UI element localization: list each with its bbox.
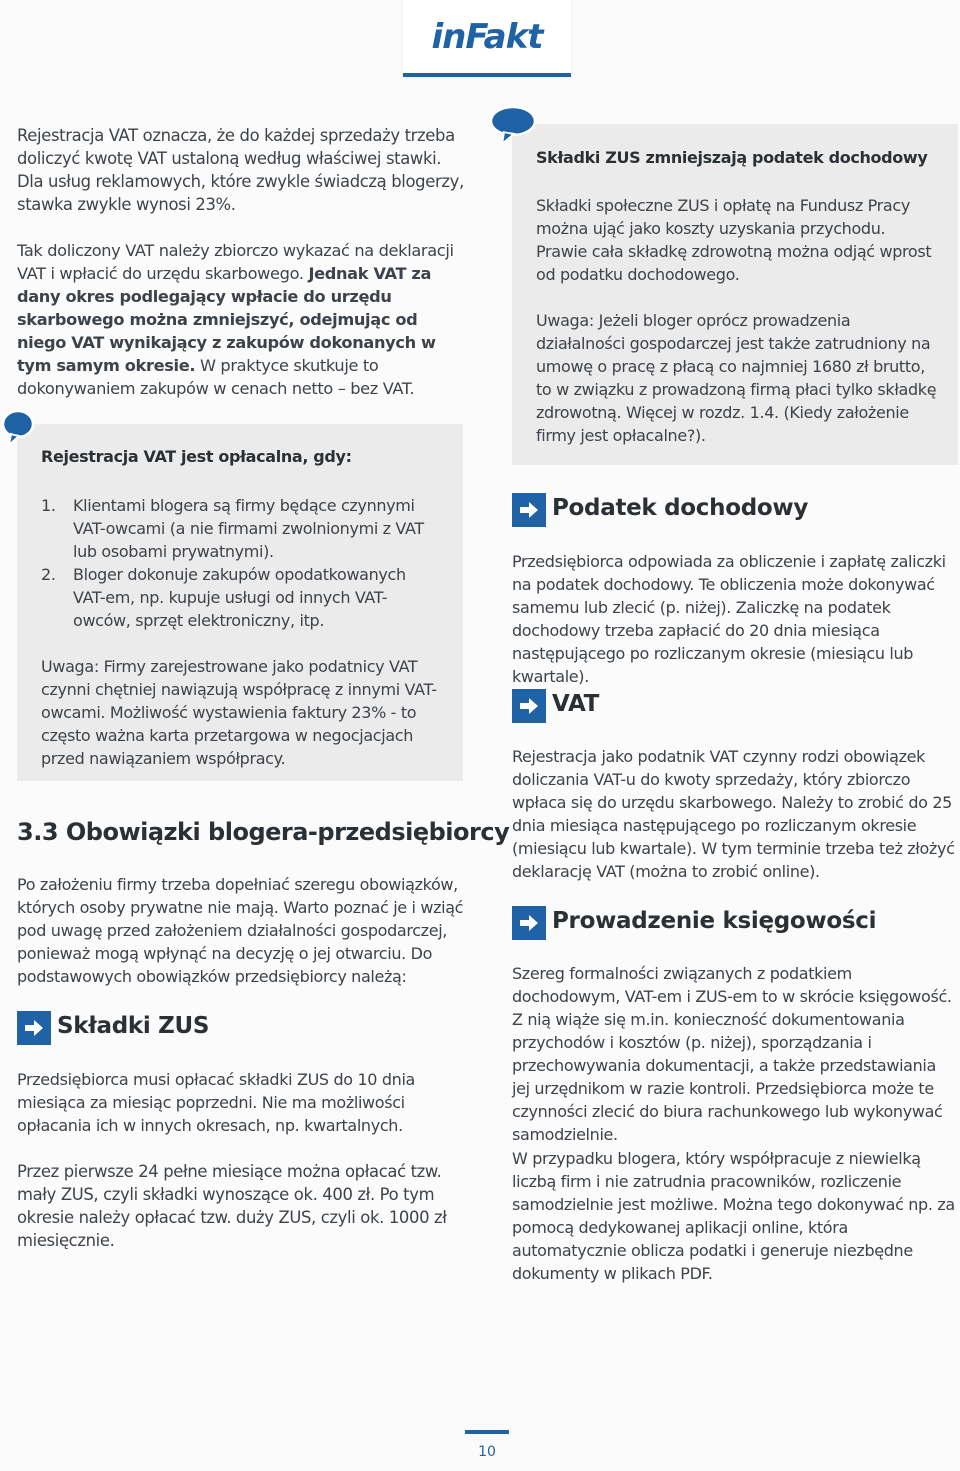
arrow-right-icon: [17, 1011, 51, 1045]
intro-text-a: Tak doliczony VAT należy zbiorczo wykazać na deklaracji VAT i wpłacić do urzędu skarbowego.: [17, 241, 454, 283]
ksiegowosc-paragraph-2: W przypadku blogera, który współpracuje z niewielką liczbą firm i nie zatrudnia pracowników, rozliczenie samodzielnie jest możliwe. Można tego dokonywać np. za pomocą dedykowanej aplikacji online, która automatycznie oblicza podatki i generuje niezbędne dokumenty w plikach PDF.: [512, 1149, 955, 1283]
section-heading-vat: [512, 689, 952, 723]
podatek-paragraph: Przedsiębiorca odpowiada za obliczenie i zapłatę zaliczki na podatek dochodowy. Te obliczenia może dokonywać samemu lub zlecić (p. niżej). Zaliczkę na podatek dochodowy trzeba zapłacić do 20 dnia miesiąca następującego po rozliczanym okresie (miesiącu lub kwartale).: [512, 552, 946, 686]
zus-paragraph-2: Przez pierwsze 24 pełne miesiące można opłacać tzw. mały ZUS, czyli składki wynoszące ok. 400 zł. Po tym okresie należy opłacać tzw. duży ZUS, czyli ok. 1000 zł miesięcznie.: [17, 1162, 447, 1250]
zus-paragraph-1: Przedsiębiorca musi opłacać składki ZUS do 10 dnia miesiąca za miesiąc poprzedni. Nie ma możliwości opłacania ich w innych okresach, np. kwartalnych.: [17, 1070, 415, 1135]
ksiegowosc-paragraph-1: Szereg formalności związanych z podatkiem dochodowym, VAT-em i ZUS-em to w skrócie księgowość. Z nią wiąże się m.in. konieczność dokumentowania przychodów i kosztów (p. niżej), sporządzania i przechowywania dokumentacji, a także przedstawiania jej urzędnikom w razie kontroli. Przedsiębiorca może te czynności zlecić do biura rachunkowego lub wykonywać samodzielnie.: [512, 964, 952, 1144]
intro-text-bold: Jednak VAT za dany okres podlegający wpłacie do urzędu skarbowego można zmniejszyć, odejmując od niego VAT wynikający z zakupów dokonanych w tym samym okresie.: [17, 264, 436, 375]
vat-title: VAT: [552, 691, 600, 717]
right-column: [512, 0, 958, 1471]
list-item: 2. Bloger dokonuje zakupów opodatkowanych VAT-em, np. kupuje usługi od innych VAT-owców, sprzęt elektroniczny, itp.: [41, 565, 406, 630]
section-heading-ksiegowosc: [512, 906, 952, 940]
vat-conditions-list: [41, 494, 441, 632]
arrow-box: [512, 493, 546, 527]
zus-title: Składki ZUS: [57, 1013, 210, 1039]
zus-box-title: Składki ZUS zmniejszają podatek dochodowy: [536, 148, 928, 167]
vat-box-note: Uwaga: Firmy zarejestrowane jako podatnicy VAT czynni chętniej nawiązują współpracę z innymi VAT-owcami. Możliwość wystawienia faktury 23% - to często ważna karta przetargowa w negocjacjach przed nawiązaniem współpracy.: [41, 657, 437, 768]
page-number-rule: [465, 1430, 509, 1434]
intro-paragraph-2: [17, 239, 467, 400]
arrow-box: [512, 906, 546, 940]
section-heading-zus: [17, 1011, 317, 1045]
intro-paragraph-1: Rejestracja VAT oznacza, że do każdej sprzedaży trzeba doliczyć kwotę VAT ustaloną według właściwej stawki. Dla usług reklamowych, które zwykle świadczą blogerzy, stawka zwykle wynosi 23%.: [17, 126, 464, 214]
podatek-title: Podatek dochodowy: [552, 495, 809, 521]
arrow-right-icon: [512, 906, 546, 940]
arrow-right-icon: [512, 689, 546, 723]
arrow-box: [17, 1011, 51, 1045]
list-item: 1. Klientami blogera są firmy będące czynnymi VAT-owcami (a nie firmami zwolnionymi z VAT lub osobami prywatnymi).: [41, 496, 424, 561]
arrow-box: [512, 689, 546, 723]
arrow-right-icon: [512, 493, 546, 527]
page-number: 10: [478, 1444, 496, 1460]
vat-paragraph: Rejestracja jako podatnik VAT czynny rodzi obowiązek doliczania VAT-u do kwoty sprzedaży, który zbiorczo wpłaca się do urzędu skarbowego. Należy to zrobić do 25 dnia miesiąca następującego po rozliczanym okresie (miesiącu lub kwartale). W tym terminie trzeba też złożyć deklarację VAT (można to zrobić online).: [512, 747, 955, 881]
zus-box-paragraph-2: Uwaga: Jeżeli bloger oprócz prowadzenia działalności gospodarczej jest także zatrudniony na umowę o pracę z płacą co najmniej 1680 zł brutto, to w związku z prowadzoną firmą płaci tylko składkę zdrowotną. Więcej w rozdz. 1.4. (Kiedy założenie firmy jest opłacalne?).: [536, 311, 937, 445]
chapter-paragraph: Po założeniu firmy trzeba dopełniać szeregu obowiązków, których osoby prywatne nie mają. Warto poznać je i wziąć pod uwagę przed założeniem działalności gospodarczej, ponieważ mogą wpłynąć na decyzję o jej otwarciu. Do podstawowych obowiązków przedsiębiorcy należą:: [17, 875, 464, 986]
zus-box-paragraph-1: Składki społeczne ZUS i opłatę na Fundusz Pracy można ująć jako koszty uzyskania przychodu. Prawie cała składkę zdrowotną można odjąć wprost od podatku dochodowego.: [536, 196, 932, 284]
chapter-title: 3.3 Obowiązki blogera-przedsiębiorcy: [17, 818, 510, 846]
intro-text-c: W praktyce skutkuje to dokonywaniem zakupów w cenach netto – bez VAT.: [17, 356, 415, 398]
vat-box-title: Rejestracja VAT jest opłacalna, gdy:: [41, 447, 352, 466]
infakt-logo: inFakt: [431, 17, 543, 57]
ksiegowosc-title: Prowadzenie księgowości: [552, 908, 877, 934]
section-heading-podatek: [512, 493, 952, 527]
vat-info-box: [17, 424, 463, 781]
speech-bubble-icon: [1, 408, 35, 448]
